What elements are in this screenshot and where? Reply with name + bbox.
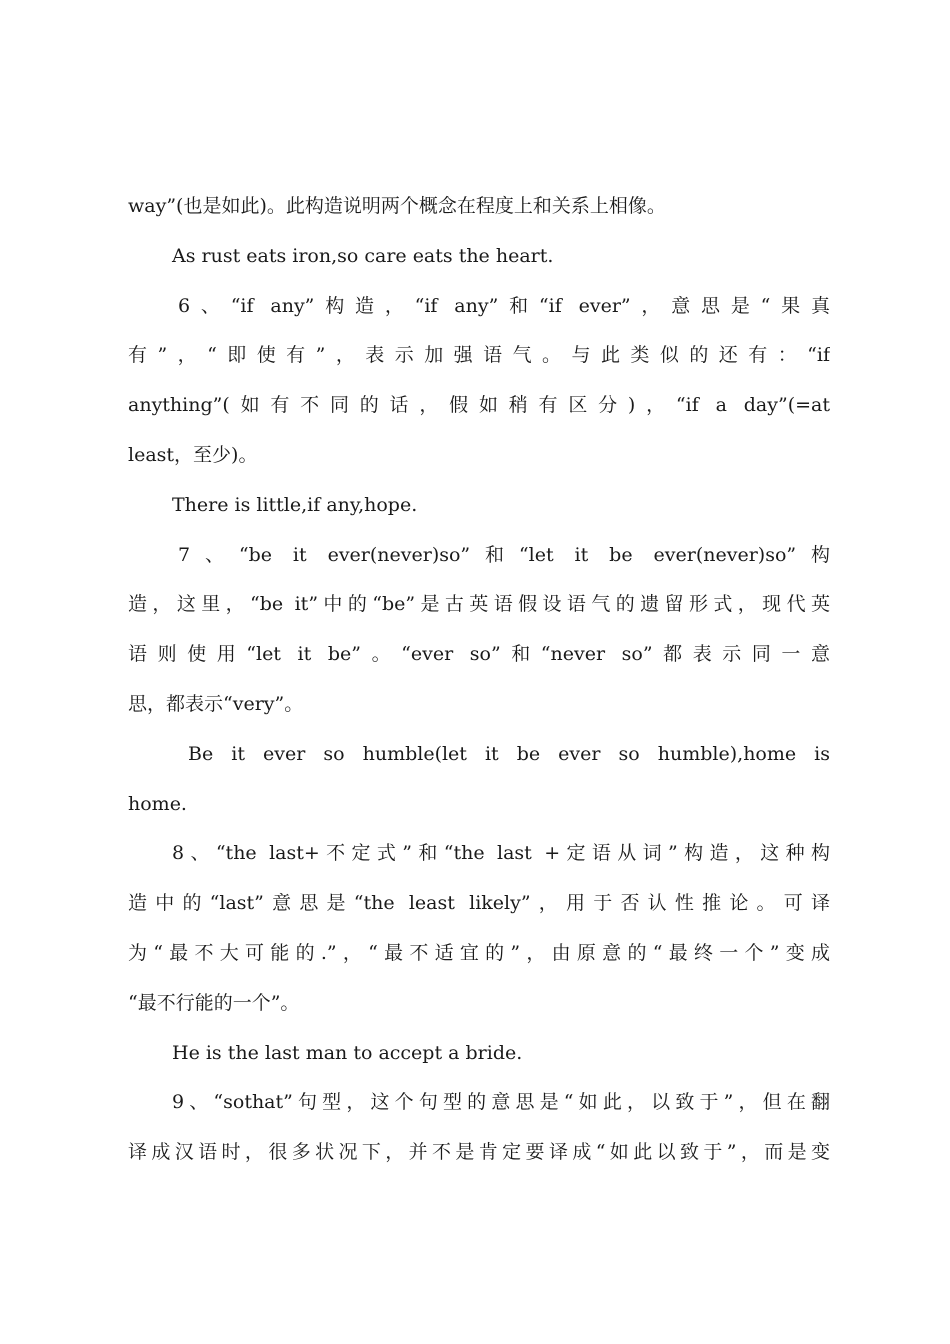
example-sentence-little: There is little,if any,hope. xyxy=(172,493,418,516)
text-line-6: least，至少)。 xyxy=(128,443,258,466)
text-line-5: anything”(如有不同的话，假如稍有区分)，“if a day”(=at xyxy=(128,394,830,417)
text-line-13: home. xyxy=(128,792,187,815)
text-line-9: 造，这里，“be it”中的“be”是古英语假设语气的遗留形式，现代英 xyxy=(128,593,830,616)
text-line-15: 造中的“last”意思是“the least likely”，用于否认性推论。可译 xyxy=(128,892,830,915)
text-line-4: 有”，“即使有”，表示加强语气。与此类似的还有：“if xyxy=(128,344,830,367)
item-8-heading-line: 8、“the last+不定式”和“the last +定语从词”构造，这种构 xyxy=(172,842,830,865)
item-9-heading-line: 9、“sothat”句型，这个句型的意思是“如此，以致于”，但在翻 xyxy=(172,1091,830,1114)
example-sentence-humble: Be it ever so humble(let it be ever so humble),home is xyxy=(188,742,830,765)
example-sentence-rust: As rust eats iron,so care eats the heart. xyxy=(172,244,554,267)
text-line-1: way”(也是如此)。此构造说明两个概念在程度上和关系上相像。 xyxy=(128,195,666,217)
text-line-10: 语则使用“let it be”。“ever so”和“never so”都表示同一意 xyxy=(128,643,830,666)
text-line-20: 译成汉语时，很多状况下，并不是肯定要译成“如此以致于”，而是变 xyxy=(128,1141,830,1164)
text-line-16: 为“最不大可能的.”，“最不适宜的”，由原意的“最终一个”变成 xyxy=(128,941,830,964)
document-body xyxy=(128,186,830,1182)
item-7-heading-line: 7、“be it ever(never)so”和“let it be ever(never)so”构 xyxy=(178,543,830,566)
text-line-11: 思，都表示“very”。 xyxy=(128,692,304,715)
item-6-heading-line: 6、“if any”构造，“if any”和“if ever”，意思是“果真 xyxy=(178,294,830,317)
text-line-17: “最不行能的一个”。 xyxy=(128,991,300,1014)
example-sentence-bride: He is the last man to accept a bride. xyxy=(172,1041,523,1064)
